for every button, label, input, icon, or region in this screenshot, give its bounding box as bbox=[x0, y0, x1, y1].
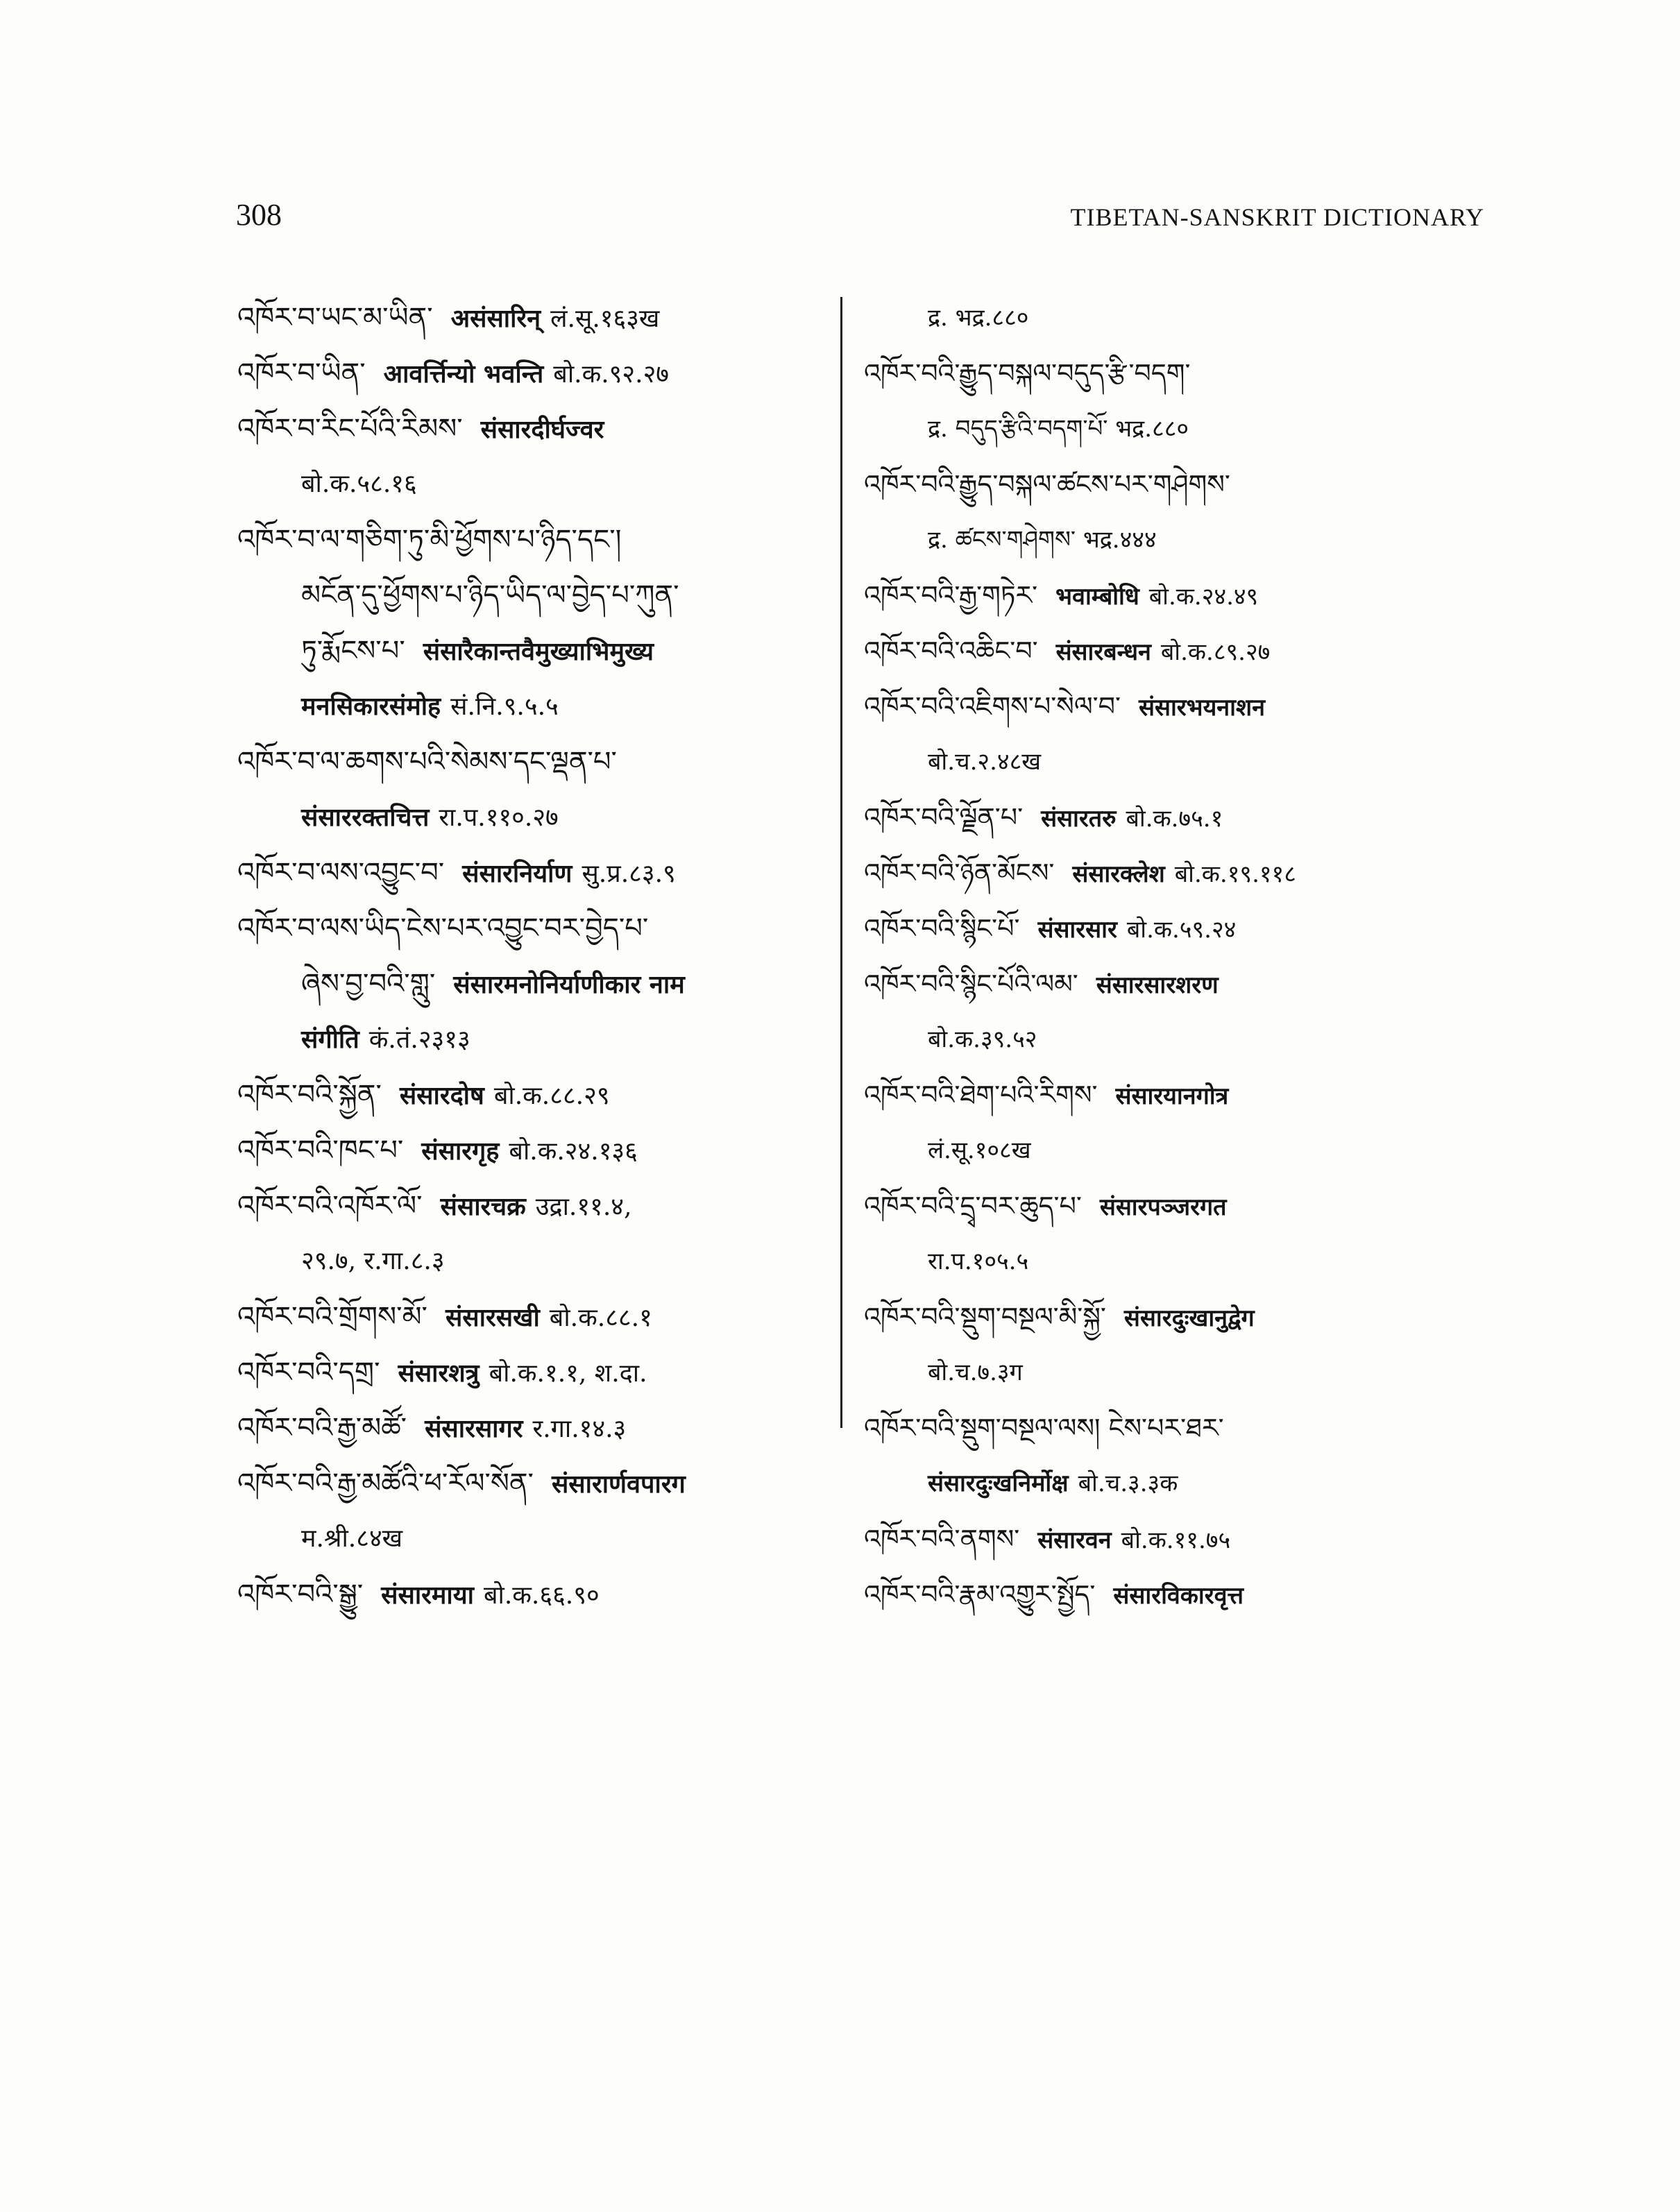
tibetan-term: འཁོར་བའི་རྒྱ་གཏེར་ bbox=[864, 580, 1038, 611]
tibetan-term: འཁོར་བའི་སྙིང་པོ་ bbox=[864, 913, 1020, 944]
entry-line bbox=[237, 457, 827, 512]
sanskrit-term: संसारसखी bbox=[445, 1303, 540, 1332]
tibetan-term: འཁོར་བའི་འཁོར་ལོ་ bbox=[237, 1190, 423, 1222]
tibetan-term: འཁོར་བ་ཡང་མ་ཡིན་ bbox=[237, 302, 433, 334]
entry-line bbox=[864, 679, 1488, 734]
sanskrit-term: संसारसागर bbox=[425, 1414, 523, 1443]
sanskrit-term: संसारबन्धन bbox=[1055, 638, 1151, 666]
entry-line bbox=[237, 1400, 827, 1456]
tibetan-term: འཁོར་བའི་ཁང་པ་ bbox=[237, 1134, 404, 1166]
running-title: TIBETAN-SANSKRIT DICTIONARY bbox=[1070, 203, 1484, 231]
tibetan-term: ཞེས་བྱ་བའི་གླུ་ bbox=[301, 968, 436, 1000]
reference: कं.तं.२३१३ bbox=[368, 1026, 470, 1054]
reference: बो.क.१९.११८ bbox=[1174, 860, 1296, 888]
reference: बो.क.८८.१ bbox=[549, 1304, 652, 1332]
reference: बो.क.२४.४९ bbox=[1148, 583, 1259, 611]
reference: बो.क.२४.१३६ bbox=[509, 1137, 638, 1166]
tibetan-term: འཁོར་བའི་རྒྱུད་བསྐལ་ཚངས་པར་གཤེགས་ bbox=[864, 469, 1230, 500]
left-column bbox=[237, 290, 827, 1622]
reference: बो.क.५९.२४ bbox=[1126, 916, 1237, 944]
tibetan-term: འཁོར་བའི་གྲོགས་མོ་ bbox=[237, 1301, 427, 1333]
reference: लं.सू.१६३ख bbox=[550, 305, 660, 333]
column-divider bbox=[840, 297, 842, 1428]
sanskrit-term: आवर्त्तिन्यो भवन्ति bbox=[383, 359, 544, 389]
entry-line bbox=[237, 1567, 827, 1622]
sanskrit-term: संसारदोष bbox=[399, 1081, 484, 1110]
entry-line bbox=[864, 1289, 1488, 1345]
sanskrit-term: संसारभयनाशन bbox=[1138, 694, 1265, 722]
entry-line bbox=[237, 956, 827, 1012]
tibetan-term: འཁོར་བའི་རྒྱུད་བསྐལ་བདུད་རྩི་བདག་ bbox=[864, 358, 1191, 389]
entry-line bbox=[864, 568, 1488, 623]
sanskrit-term: संसारचक्र bbox=[440, 1192, 526, 1221]
tibetan-term: ཏུ་རྨོངས་པ་ bbox=[301, 635, 405, 667]
entry-line bbox=[237, 346, 827, 401]
entry-line bbox=[237, 679, 827, 734]
reference: बो.क.८८.२९ bbox=[493, 1082, 610, 1110]
entry-line bbox=[864, 1067, 1488, 1123]
reference: बो.च.२.४८ख bbox=[928, 748, 1042, 776]
entry-line bbox=[237, 1456, 827, 1511]
reference: रा.प.११०.२७ bbox=[439, 803, 559, 832]
tibetan-term: འཁོར་བའི་རྒྱ་མཚོ་ bbox=[237, 1412, 407, 1444]
entry-line bbox=[864, 845, 1488, 901]
tibetan-term: འཁོར་བའི་སྒྱུ་ bbox=[237, 1579, 364, 1610]
entry-line bbox=[237, 1178, 827, 1234]
tibetan-term: འཁོར་བ་ལས་ཡིད་ངེས་པར་འབྱུང་བར་བྱེད་པ་ bbox=[237, 912, 649, 944]
entry-line bbox=[864, 401, 1488, 457]
reference: द्र. བདུད་རྩིའི་བདག་པོ་ भद्र.८८० bbox=[928, 415, 1189, 443]
sanskrit-term: संगीति bbox=[301, 1025, 359, 1054]
sanskrit-term: संसारतरु bbox=[1041, 805, 1117, 833]
tibetan-term: འཁོར་བ་ལས་འབྱུང་བ་ bbox=[237, 857, 445, 889]
entry-line bbox=[237, 401, 827, 457]
tibetan-term: འཁོར་བའི་འཇིགས་པ་སེལ་བ་ bbox=[864, 691, 1121, 722]
reference: उद्रा.११.४, bbox=[535, 1193, 632, 1221]
reference: रा.प.१०५.५ bbox=[928, 1248, 1029, 1275]
entry-line bbox=[864, 512, 1488, 568]
sanskrit-term: संसारदीर्घज्वर bbox=[480, 415, 604, 444]
right-column bbox=[864, 290, 1488, 1622]
reference: बो.क.१.१, श.दा. bbox=[489, 1359, 647, 1388]
tibetan-term: འཁོར་བའི་དྲྭ་བར་ཆུད་པ་ bbox=[864, 1191, 1082, 1221]
tibetan-term: འཁོར་བའི་ཐེག་པའི་རིགས་ bbox=[864, 1080, 1098, 1110]
page-number: 308 bbox=[236, 198, 282, 232]
sanskrit-term: संसारार्णवपारग bbox=[551, 1470, 686, 1499]
entry-line bbox=[237, 512, 827, 568]
tibetan-term: འཁོར་བའི་རྣམ་འགྱུར་སྤྱོད་ bbox=[864, 1579, 1096, 1610]
entry-line bbox=[237, 1123, 827, 1178]
sanskrit-term: संसारमनोनिर्याणीकार नाम bbox=[453, 970, 685, 999]
entry-line bbox=[864, 290, 1488, 346]
sanskrit-term: मनसिकारसंमोह bbox=[301, 692, 441, 721]
entry-line bbox=[237, 623, 827, 679]
reference: बो.क.७५.१ bbox=[1126, 805, 1223, 833]
sanskrit-term: संसारयानगोत्र bbox=[1115, 1082, 1229, 1110]
sanskrit-term: संसारमाया bbox=[381, 1581, 474, 1610]
entry-line bbox=[864, 1456, 1488, 1511]
entry-line bbox=[237, 790, 827, 845]
entry-line bbox=[864, 623, 1488, 679]
entry-line bbox=[864, 1567, 1488, 1622]
sanskrit-term: संसाररक्तचित्त bbox=[301, 803, 430, 832]
reference: सं.नि.९.५.५ bbox=[450, 692, 559, 721]
tibetan-term: འཁོར་བའི་ནགས་ bbox=[864, 1524, 1020, 1554]
entry-line bbox=[237, 1511, 827, 1567]
reference: बो.क.११.७५ bbox=[1121, 1526, 1231, 1554]
tibetan-term: འཁོར་བའི་སྐྱོན་ bbox=[237, 1079, 382, 1111]
entry-line bbox=[237, 1067, 827, 1123]
tibetan-term: འཁོར་བའི་ཉོན་མོངས་ bbox=[864, 858, 1055, 888]
entry-line bbox=[237, 568, 827, 623]
reference: बो.क.९२.२७ bbox=[553, 360, 670, 389]
reference: र.गा.१४.३ bbox=[532, 1415, 627, 1443]
tibetan-term: མངོན་དུ་ཕྱོགས་པ་ཉིད་ཡིད་ལ་བྱེད་པ་ཀུན་ bbox=[301, 579, 679, 611]
entry-line bbox=[237, 1012, 827, 1067]
entry-line bbox=[864, 1123, 1488, 1178]
entry-line bbox=[864, 1345, 1488, 1400]
reference: बो.च.३.३क bbox=[1078, 1470, 1178, 1497]
tibetan-term: འཁོར་བའི་ལྗོན་པ་ bbox=[864, 802, 1024, 833]
reference: २९.७, र.गा.८.३ bbox=[301, 1247, 445, 1275]
reference: लं.सू.१०८ख bbox=[928, 1137, 1031, 1164]
entry-line bbox=[237, 845, 827, 901]
entry-line bbox=[864, 1178, 1488, 1234]
reference: बो.क.८९.२७ bbox=[1160, 638, 1271, 666]
entry-line bbox=[237, 290, 827, 346]
reference: बो.क.५८.१६ bbox=[301, 470, 417, 498]
sanskrit-term: असंसारिन् bbox=[450, 304, 541, 333]
tibetan-term: འཁོར་བའི་འཆིང་བ་ bbox=[864, 636, 1038, 666]
tibetan-term: འཁོར་བའི་སྙིང་པོའི་ལམ་ bbox=[864, 969, 1078, 999]
entry-line bbox=[864, 457, 1488, 512]
sanskrit-term: संसारपञ्जरगत bbox=[1099, 1193, 1227, 1221]
reference: बो.क.६६.९० bbox=[483, 1581, 600, 1610]
entry-line bbox=[864, 1012, 1488, 1067]
sanskrit-term: संसारक्लेश bbox=[1072, 860, 1165, 888]
sanskrit-term: संसारदुःखनिर्मोक्ष bbox=[928, 1470, 1069, 1497]
tibetan-term: འཁོར་བའི་རྒྱ་མཚོའི་ཕ་རོལ་སོན་ bbox=[237, 1467, 534, 1499]
tibetan-term: འཁོར་བའི་དགྲ་ bbox=[237, 1356, 380, 1388]
reference: बो.क.३९.५२ bbox=[928, 1026, 1037, 1053]
tibetan-term: འཁོར་བ་རིང་པོའི་རིམས་ bbox=[237, 413, 463, 445]
sanskrit-term: संसारसार bbox=[1037, 916, 1117, 944]
entry-line bbox=[237, 901, 827, 956]
sanskrit-term: संसारनिर्याण bbox=[462, 859, 572, 888]
reference: द्र. भद्र.८८० bbox=[928, 304, 1029, 332]
entry-line bbox=[864, 1400, 1488, 1456]
sanskrit-term: संसारगृह bbox=[421, 1137, 500, 1166]
entry-line bbox=[864, 1234, 1488, 1289]
entry-line bbox=[237, 734, 827, 790]
sanskrit-term: संसारविकारवृत्त bbox=[1113, 1582, 1244, 1610]
entry-line bbox=[237, 1289, 827, 1345]
reference: द्र. ཚངས་གཤེགས་ भद्र.४४४ bbox=[928, 526, 1157, 554]
entry-line bbox=[864, 956, 1488, 1012]
entry-line bbox=[237, 1345, 827, 1400]
sanskrit-term: भवाम्बोधि bbox=[1055, 583, 1139, 611]
tibetan-term: འཁོར་བ་ཡིན་ bbox=[237, 357, 366, 389]
tibetan-term: འཁོར་བའི་སྡུག་བསྔལ་མི་སྐྱོ་ bbox=[864, 1302, 1106, 1332]
sanskrit-term: संसारशत्रु bbox=[398, 1359, 480, 1388]
sanskrit-term: संसारैकान्तवैमुख्याभिमुख्य bbox=[423, 637, 654, 666]
tibetan-term: འཁོར་བ་ལ་གཅིག་ཏུ་མི་ཕྱོགས་པ་ཉིད་དང་། bbox=[237, 524, 622, 556]
entry-line bbox=[864, 734, 1488, 790]
entry-line bbox=[864, 901, 1488, 956]
entry-line bbox=[864, 346, 1488, 401]
tibetan-term: འཁོར་བ་ལ་ཆགས་པའི་སེམས་དང་ལྡན་པ་ bbox=[237, 746, 617, 778]
sanskrit-term: संसारदुःखानुद्वेग bbox=[1123, 1304, 1255, 1332]
entry-line bbox=[237, 1234, 827, 1289]
reference: बो.च.७.३ग bbox=[928, 1359, 1023, 1386]
entry-line bbox=[864, 1511, 1488, 1567]
sanskrit-term: संसारसारशरण bbox=[1096, 971, 1219, 999]
entry-line bbox=[864, 790, 1488, 845]
tibetan-term: འཁོར་བའི་སྡུག་བསྔལ་ལས། ངེས་པར་ཐར་ bbox=[864, 1413, 1224, 1443]
reference: म.श्री.८४ख bbox=[301, 1524, 403, 1553]
reference: सु.प्र.८३.९ bbox=[582, 860, 676, 888]
sanskrit-term: संसारवन bbox=[1037, 1526, 1112, 1554]
